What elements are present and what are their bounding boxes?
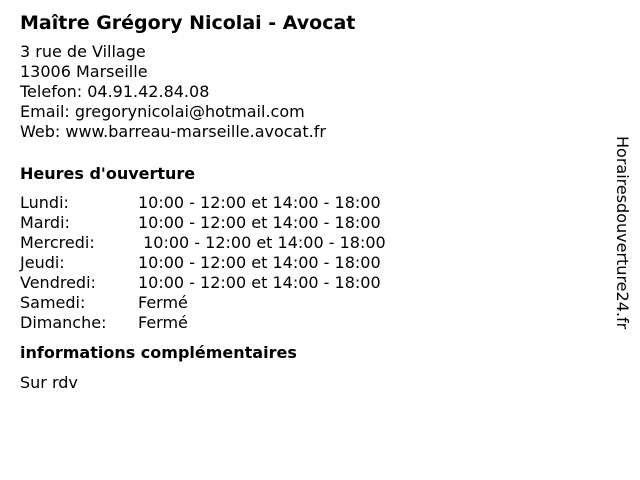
phone-line: Telefon: 04.91.42.84.08 (20, 82, 210, 101)
opening-hours-table (20, 193, 386, 333)
additional-info-text: Sur rdv (20, 373, 78, 392)
day-label: Mercredi: (20, 233, 95, 252)
day-label: Jeudi: (20, 253, 65, 272)
day-hours: 10:00 - 12:00 et 14:00 - 18:00 (138, 213, 381, 232)
day-label: Lundi: (20, 193, 69, 212)
hours-row-wednesday (20, 233, 386, 253)
email-line: Email: gregorynicolai@hotmail.com (20, 102, 305, 121)
day-label: Mardi: (20, 213, 70, 232)
site-watermark: Horairesdouverture24.fr (613, 136, 632, 330)
day-hours: 10:00 - 12:00 et 14:00 - 18:00 (138, 253, 381, 272)
hours-row-thursday (20, 253, 386, 273)
web-line: Web: www.barreau-marseille.avocat.fr (20, 122, 326, 141)
business-card (20, 10, 580, 393)
day-hours: Fermé (138, 293, 188, 312)
hours-row-tuesday (20, 213, 386, 233)
day-hours: 10:00 - 12:00 et 14:00 - 18:00 (138, 193, 381, 212)
day-label: Dimanche: (20, 313, 107, 332)
address-street: 3 rue de Village (20, 42, 146, 61)
address-block (20, 42, 580, 142)
address-city: 13006 Marseille (20, 62, 148, 81)
day-hours: Fermé (138, 313, 188, 332)
opening-hours-heading: Heures d'ouverture (20, 164, 196, 183)
day-hours: 10:00 - 12:00 et 14:00 - 18:00 (138, 273, 381, 292)
hours-row-monday (20, 193, 386, 213)
hours-row-saturday (20, 293, 386, 313)
hours-row-friday (20, 273, 386, 293)
day-label: Samedi: (20, 293, 86, 312)
business-title: Maître Grégory Nicolai - Avocat (20, 12, 356, 34)
additional-info-heading: informations complémentaires (20, 343, 297, 362)
hours-row-sunday (20, 313, 386, 333)
day-label: Vendredi: (20, 273, 96, 292)
day-hours: 10:00 - 12:00 et 14:00 - 18:00 (138, 233, 386, 252)
